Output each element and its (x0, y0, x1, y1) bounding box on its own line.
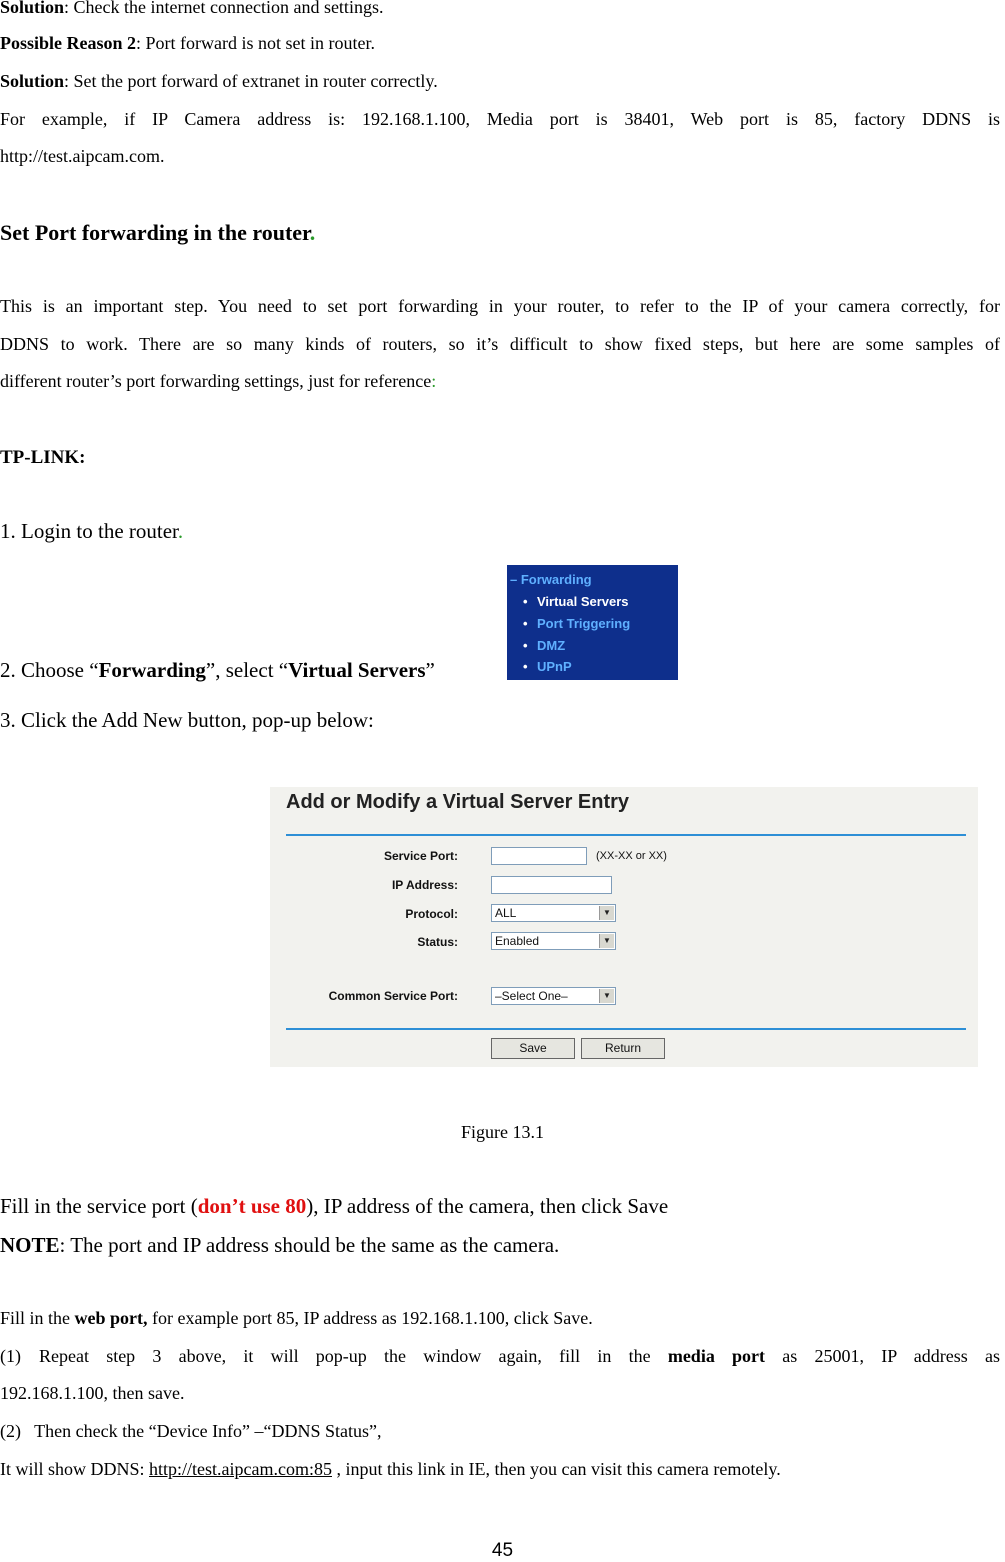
bullet-icon: • (523, 638, 528, 653)
menu-port-triggering[interactable]: • Port Triggering (523, 616, 631, 631)
example-url-line: http://test.aipcam.com. (0, 146, 165, 166)
service-port-input[interactable] (491, 847, 587, 865)
chevron-down-icon: ▼ (599, 989, 614, 1003)
section-heading: Set Port forwarding in the router. (0, 220, 316, 245)
possible-reason-2-line: Possible Reason 2: Port forward is not set in router. (0, 33, 375, 53)
fill-service-port-line: Fill in the service port (don’t use 80), IP address of the camera, then click Save (0, 1194, 669, 1218)
intro-paragraph-line-2: DDNS to work. There are so many kinds of routers, so it’s difficult to show fixed steps, but here are some samples of (0, 334, 1000, 354)
bullet-icon: • (523, 616, 528, 631)
service-port-label: Service Port: (383, 849, 458, 863)
step-3: 3. Click the Add New button, pop-up below: (0, 708, 374, 732)
dialog-divider-bottom (286, 1028, 966, 1030)
note-line: NOTE: The port and IP address should be the same as the camera. (0, 1233, 560, 1257)
figure-caption: Figure 13.1 (461, 1122, 544, 1142)
protocol-label: Protocol: (405, 907, 458, 921)
virtual-server-dialog (270, 787, 978, 1067)
menu-upnp[interactable]: • UPnP (523, 659, 572, 674)
step-1: 1. Login to the router. (0, 519, 184, 543)
return-button[interactable]: Return (581, 1038, 665, 1059)
check-device-info-line: (2) Then check the “Device Info” –“DDNS Status”, (0, 1421, 382, 1441)
repeat-step-line: (1) Repeat step 3 above, it will pop-up the window again, fill in the media port as 25001, IP address as (0, 1346, 1000, 1366)
bullet-icon: • (523, 659, 528, 674)
protocol-select[interactable]: ALL ▼ (491, 904, 616, 922)
service-port-hint: (XX-XX or XX) (596, 850, 667, 862)
repeat-step-continuation: 192.168.1.100, then save. (0, 1383, 185, 1403)
menu-forwarding[interactable]: – Forwarding (510, 572, 592, 587)
dialog-divider-top (286, 834, 966, 836)
common-service-port-label: Common Service Port: (328, 989, 458, 1003)
tplink-heading: TP-LINK: (0, 447, 86, 468)
save-button[interactable]: Save (491, 1038, 575, 1059)
ip-address-input[interactable] (491, 876, 612, 894)
intro-paragraph-line-3: different router’s port forwarding settings, just for reference: (0, 371, 437, 391)
intro-paragraph-line-1: This is an important step. You need to set port forwarding in your router, to refer to the IP of your camera correctly, for (0, 296, 1000, 316)
forwarding-menu-screenshot (507, 565, 678, 680)
menu-virtual-servers[interactable]: • Virtual Servers (523, 594, 629, 609)
bullet-icon: • (523, 594, 528, 609)
web-port-line: Fill in the web port, for example port 85, IP address as 192.168.1.100, click Save. (0, 1308, 593, 1328)
dialog-title: Add or Modify a Virtual Server Entry (286, 791, 630, 813)
ddns-link-line: It will show DDNS: http://test.aipcam.com:85 , input this link in IE, then you can visit this camera remotely. (0, 1459, 781, 1479)
common-service-port-select[interactable]: –Select One– ▼ (491, 987, 616, 1005)
menu-dmz[interactable]: • DMZ (523, 638, 566, 653)
status-select[interactable]: Enabled ▼ (491, 932, 616, 950)
ddns-link[interactable]: http://test.aipcam.com:85 (149, 1459, 332, 1479)
chevron-down-icon: ▼ (599, 906, 614, 920)
page-number: 45 (491, 1540, 514, 1561)
example-line: For example, if IP Camera address is: 192.168.1.100, Media port is 38401, Web port is 85, factory DDNS is (0, 109, 1000, 129)
solution-line-2: Solution: Set the port forward of extranet in router correctly. (0, 71, 438, 91)
ip-address-label: IP Address: (391, 878, 458, 892)
chevron-down-icon: ▼ (599, 934, 614, 948)
solution-line-1: Solution: Check the internet connection and settings. (0, 0, 384, 17)
status-label: Status: (417, 935, 458, 949)
step-2: 2. Choose “Forwarding”, select “Virtual Servers” (0, 658, 435, 682)
